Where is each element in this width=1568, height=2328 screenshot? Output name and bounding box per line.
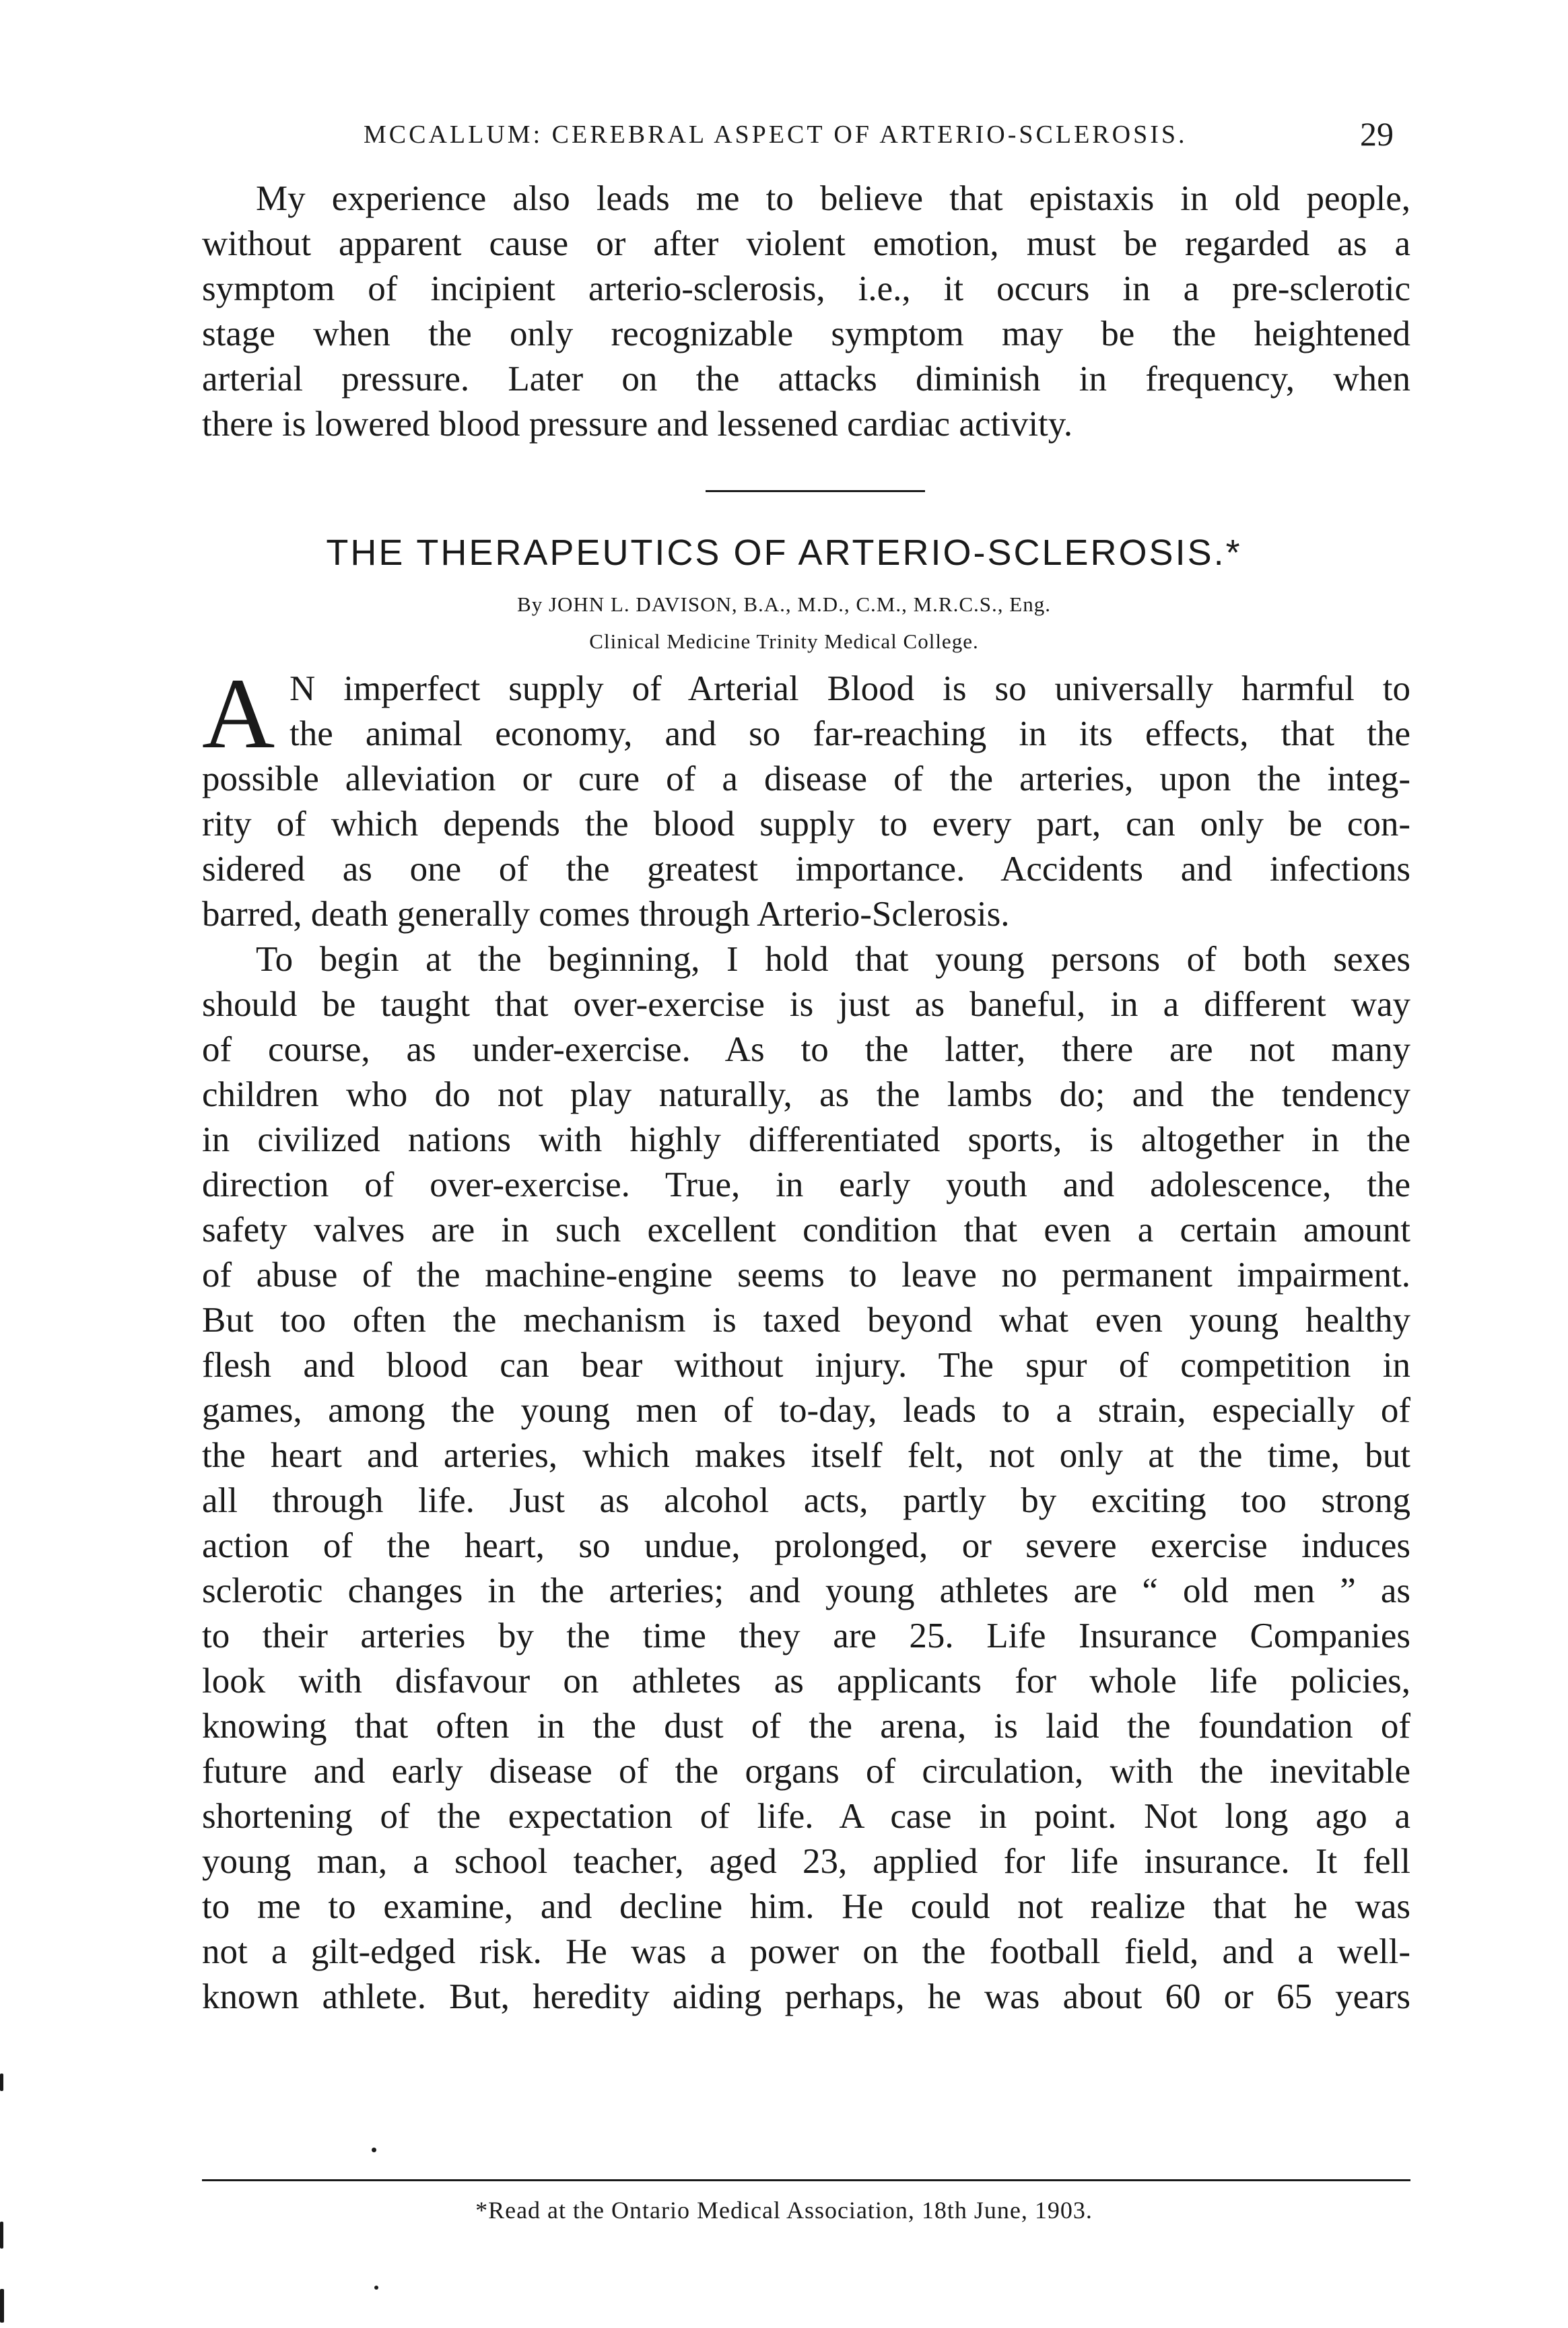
article-body [202,666,1410,2020]
paragraph-line: not a gilt-edged risk. He was a power on the football field, and a well- [202,1932,1410,1971]
paragraph-line: should be taught that over-exercise is just as baneful, in a different way [202,985,1410,1024]
paragraph-line: barred, death generally comes through Arterio-Sclerosis. [202,895,1010,934]
paragraph-line: the animal economy, and so far-reaching in its effects, that the [289,714,1410,753]
paragraph-line: in civilized nations with highly differentiated sports, is altogether in the [202,1120,1410,1159]
paragraph-line: sidered as one of the greatest importance. Accidents and infections [202,850,1410,889]
paragraph-line: without apparent cause or after violent emotion, must be regarded as a [202,224,1410,263]
footnote: *Read at the Ontario Medical Association, 18th June, 1903. [475,2197,1093,2224]
paragraph-line: known athlete. But, heredity aiding perhaps, he was about 60 or 65 years [202,1977,1410,2016]
paragraph-line: look with disfavour on athletes as applicants for whole life policies, [202,1662,1410,1701]
page-number: 29 [1360,115,1394,153]
article-byline: By JOHN L. DAVISON, B.A., M.D., C.M., M.R.C.S., Eng. [517,592,1051,616]
paragraph-line: N imperfect supply of Arterial Blood is so universally harmful to [289,669,1410,708]
running-head [364,114,1394,155]
paragraph-line: direction of over-exercise. True, in early youth and adolescence, the [202,1165,1410,1204]
paragraph-line: future and early disease of the organs of circulation, with the inevitable [202,1752,1410,1791]
paragraph-line: But too often the mechanism is taxed beyond what even young healthy [202,1301,1410,1340]
paragraph-line: young man, a school teacher, aged 23, applied for life insurance. It fell [202,1842,1410,1881]
paragraph-line: safety valves are in such excellent condition that even a certain amount [202,1210,1410,1249]
paragraph-line: there is lowered blood pressure and lessened cardiac activity. [202,405,1073,444]
paragraph-line: all through life. Just as alcohol acts, partly by exciting too strong [202,1481,1410,1520]
paragraph-line: knowing that often in the dust of the arena, is laid the foundation of [202,1707,1410,1746]
paragraph-line: to me to examine, and decline him. He could not realize that he was [202,1887,1410,1926]
paragraph-line: children who do not play naturally, as the lambs do; and the tendency [202,1075,1410,1114]
paragraph-line: stage when the only recognizable symptom may be the heightened [202,314,1410,353]
paragraph-line: My experience also leads me to believe that epistaxis in old people, [256,179,1410,218]
paragraph-line: possible alleviation or cure of a disease of the arteries, upon the integ- [202,759,1410,798]
paragraph-line: sclerotic changes in the arteries; and young athletes are “ old men ” as [202,1571,1410,1610]
paragraph-line: To begin at the beginning, I hold that young persons of both sexes [256,940,1410,979]
scan-speck [0,2074,3,2091]
scan-speck [0,2289,4,2323]
paragraph-line: arterial pressure. Later on the attacks diminish in frequency, when [202,360,1410,399]
paragraph-line: rity of which depends the blood supply to every part, can only be con- [202,804,1410,844]
section-divider [706,490,925,492]
paragraph-line: of course, as under-exercise. As to the latter, there are not many [202,1030,1410,1069]
paragraph-line: the heart and arteries, which makes itself felt, not only at the time, but [202,1436,1410,1475]
paragraph-line: action of the heart, so undue, prolonged, or severe exercise induces [202,1526,1410,1565]
running-head-title: MCCALLUM: CEREBRAL ASPECT OF ARTERIO-SCLEROSIS. [364,121,1188,149]
scan-speck [374,2286,378,2290]
paragraph-line: to their arteries by the time they are 25. Life Insurance Companies [202,1616,1410,1655]
intro-paragraph [202,176,1410,447]
drop-cap: A [202,658,275,769]
scan-speck [0,2222,3,2249]
paragraph-line: games, among the young men of to-day, leads to a strain, especially of [202,1391,1410,1430]
article-title: THE THERAPEUTICS OF ARTERIO-SCLEROSIS.* [326,533,1242,573]
footnote-rule [202,2179,1410,2181]
scan-speck [372,2148,376,2152]
author-affiliation: Clinical Medicine Trinity Medical College. [589,629,979,653]
paragraph-line: symptom of incipient arterio-sclerosis, i.e., it occurs in a pre-sclerotic [202,269,1410,308]
paragraph-line: flesh and blood can bear without injury. The spur of competition in [202,1346,1410,1385]
paragraph-line: shortening of the expectation of life. A case in point. Not long ago a [202,1797,1410,1836]
paragraph-line: of abuse of the machine-engine seems to leave no permanent impairment. [202,1256,1410,1295]
